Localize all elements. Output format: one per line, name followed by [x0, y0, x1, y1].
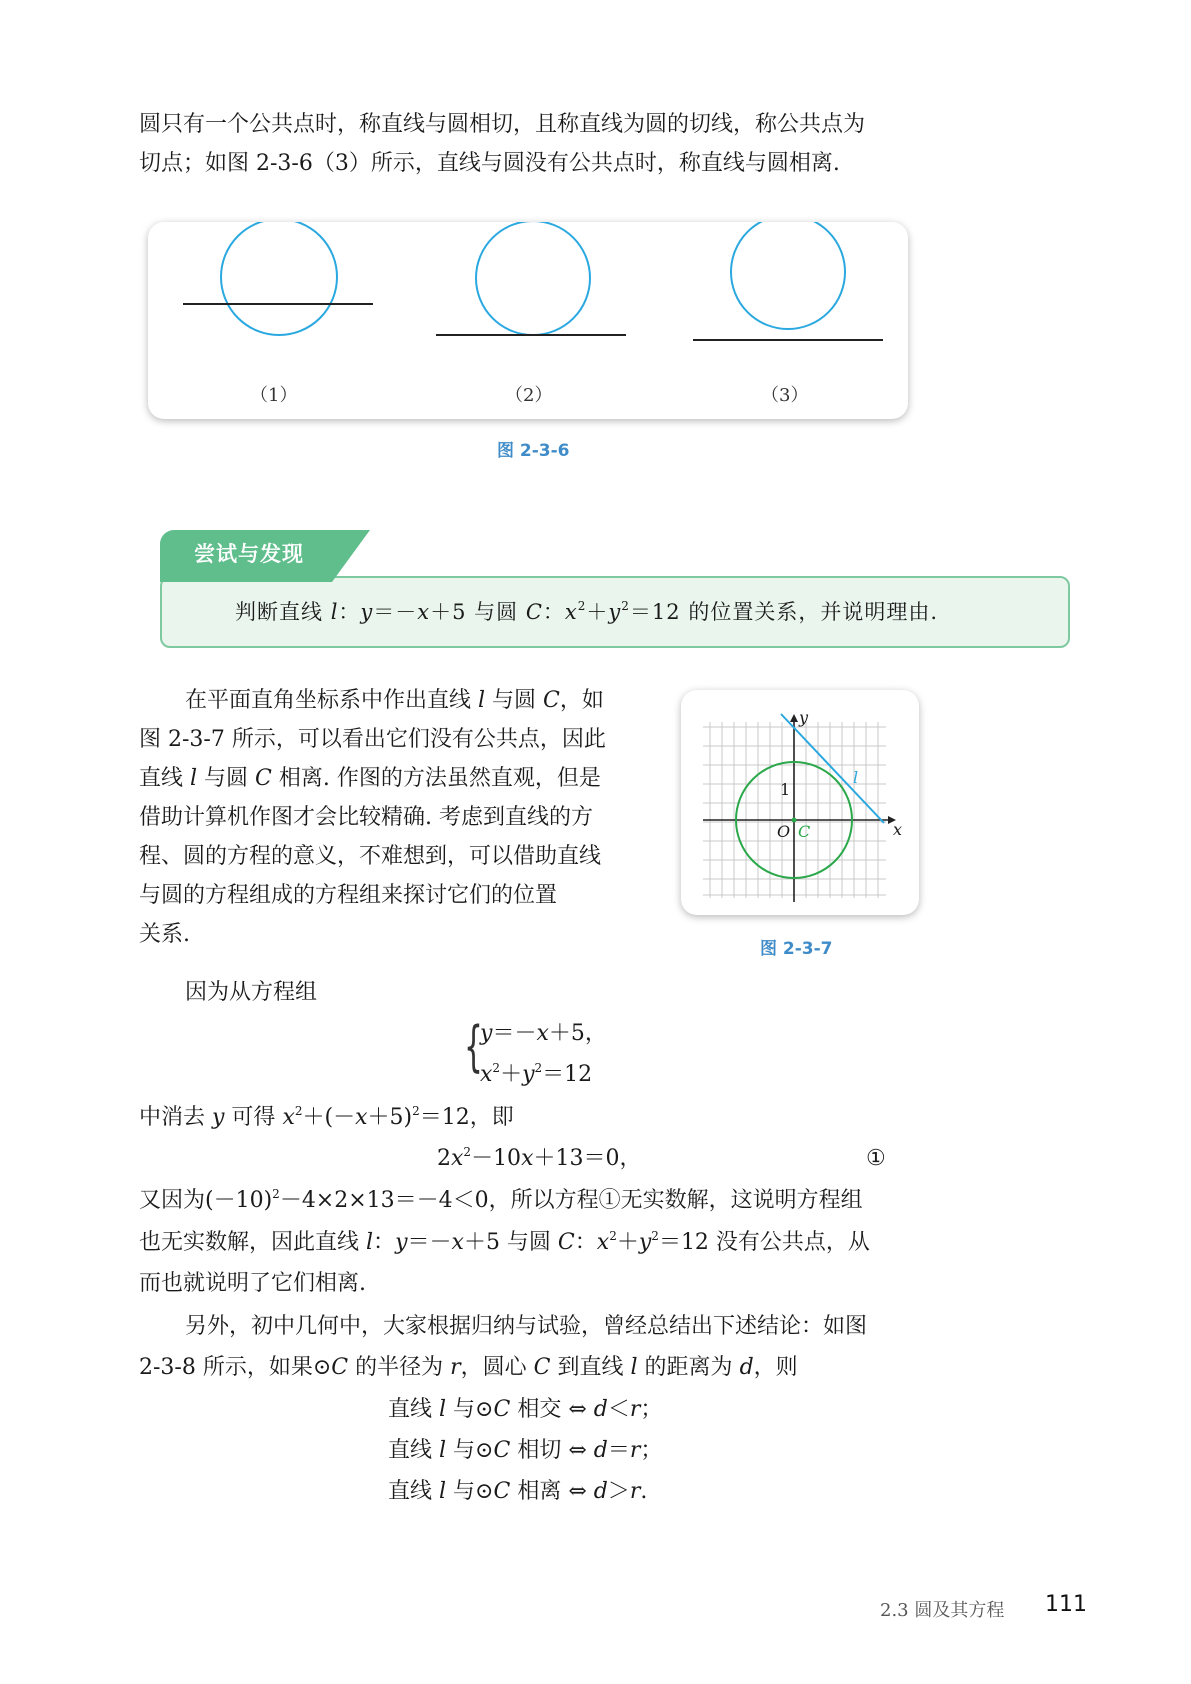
paragraph-line: 直线 l 与圆 C 相离. 作图的方法虽然直观，但是: [139, 766, 601, 791]
origin-label: O: [777, 822, 791, 841]
sub-figure-label-1: （1）: [250, 385, 298, 406]
y-axis-arrow: [790, 714, 798, 722]
x-axis-label: x: [893, 820, 903, 839]
paragraph-line: 2-3-8 所示，如果⊙C 的半径为 r，圆心 C 到直线 l 的距离为 d，则: [139, 1355, 798, 1380]
paragraph-line: 在平面直角坐标系中作出直线 l 与圆 C，如: [185, 688, 604, 713]
paragraph-line: 也无实数解，因此直线 l：y＝－x＋5 与圆 C：$x^2+y^2=12$ 没有公共点，从: [139, 1229, 870, 1255]
try-box-title: 尝试与发现: [194, 542, 304, 566]
tick-label-one: 1: [780, 780, 791, 799]
figure-caption: 图 2-3-6: [497, 441, 570, 461]
circle-intersecting: [221, 222, 337, 335]
condition-separate: 直线 l 与⊙C 相离 ⇔ d＞r.: [388, 1479, 648, 1504]
y-axis-label: y: [799, 708, 809, 727]
paragraph-line: 切点；如图 2-3-6（3）所示，直线与圆没有公共点时，称直线与圆相离.: [139, 151, 840, 176]
paragraph-line: 而也就说明了它们相离.: [139, 1271, 366, 1296]
figure-caption: 图 2-3-7: [760, 939, 833, 959]
paragraph-line: 圆只有一个公共点时，称直线与圆相切，且称直线为圆的切线，称公共点为: [139, 112, 866, 137]
sub-figure-label-2: （2）: [505, 385, 553, 406]
condition-tangent: 直线 l 与⊙C 相切 ⇔ d＝r；: [388, 1438, 663, 1463]
line-l: [781, 714, 884, 823]
paragraph-line: 关系.: [139, 922, 190, 947]
try-box-question: 判断直线 l：y＝－x＋5 与圆 C：$x^2+y^2=12$ 的位置关系，并说明理由.: [235, 599, 938, 624]
paragraph-line: 与圆的方程组成的方程组来探讨它们的位置: [139, 883, 558, 908]
equation-1: $2x^2-10x+13=0$，: [437, 1145, 642, 1171]
figure-2-3-7: [681, 690, 919, 915]
system-equation-1: y＝－x＋5，: [480, 1021, 607, 1046]
paragraph-line: 因为从方程组: [185, 980, 318, 1005]
center-point: [792, 818, 797, 823]
condition-intersect: 直线 l 与⊙C 相交 ⇔ d＜r；: [388, 1397, 663, 1422]
center-label: C: [798, 822, 811, 841]
paragraph-line: 借助计算机作图才会比较精确. 考虑到直线的方: [139, 805, 593, 830]
running-footer-section: 2.3 圆及其方程: [880, 1600, 1005, 1621]
paragraph-line: 程、圆的方程的意义，不难想到，可以借助直线: [139, 844, 602, 869]
circle-separate: [731, 222, 845, 329]
paragraph-line: 另外，初中几何中，大家根据归纳与试验，曾经总结出下述结论：如图: [185, 1314, 868, 1339]
circle-tangent: [476, 222, 590, 335]
system-equation-2: $x^2+y^2=12$: [480, 1061, 593, 1087]
figure-2-3-6: [148, 222, 908, 419]
page-number: 111: [1045, 1592, 1087, 1617]
line-l-label: l: [853, 768, 859, 787]
equation-tag: ①: [866, 1146, 886, 1171]
paragraph-line: 中消去 y 可得 $x^2+(-x+5)^2=12$，即: [139, 1104, 514, 1130]
sub-figure-label-3: （3）: [761, 385, 809, 406]
try-and-discover-box: [160, 530, 1072, 650]
paragraph-line: 又因为$(-10)^2-4\times 2\times 13=-4<0$，所以方程①无实数解，这说明方程组: [139, 1187, 863, 1213]
paragraph-line: 图 2-3-7 所示，可以看出它们没有公共点，因此: [139, 727, 606, 752]
system-brace: {: [464, 1015, 483, 1078]
